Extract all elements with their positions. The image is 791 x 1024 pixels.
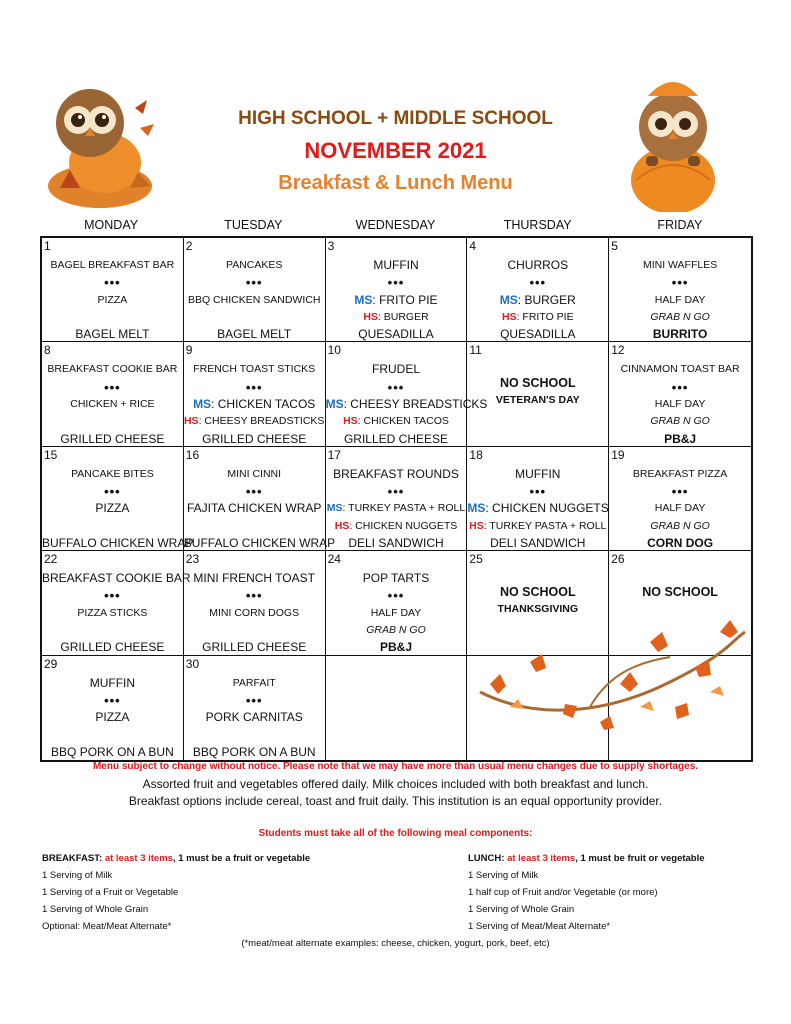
menu-item: FRUDEL <box>371 362 420 377</box>
day-number: 16 <box>185 447 200 462</box>
menu-item: PIZZA <box>95 710 130 725</box>
separator-dots: ••• <box>671 275 689 291</box>
separator-dots: ••• <box>529 484 547 500</box>
month-title: NOVEMBER 2021 <box>304 138 487 163</box>
menu-item: MINI CORN DOGS <box>209 606 300 619</box>
menu-item: HALF DAY <box>654 293 706 306</box>
menu-item: PIZZA STICKS <box>77 606 148 619</box>
separator-dots: ••• <box>671 379 689 395</box>
menu-item: PIZZA <box>97 293 128 306</box>
separator-dots: ••• <box>104 379 121 395</box>
lunch-rule: , 1 must be fruit or vegetable <box>575 853 705 864</box>
menu-item: PARFAIT <box>232 676 276 689</box>
separator-dots: ••• <box>387 588 405 604</box>
calendar-day-cell <box>42 551 191 655</box>
middle-school-tag: MS <box>326 502 343 515</box>
breakfast-rule: , 1 must be a fruit or vegetable <box>172 853 311 864</box>
menu-item-text: : CHICKEN TACOS <box>211 396 316 411</box>
menu-item: BUFFALO CHICKEN WRAP <box>183 535 336 550</box>
separator-dots: ••• <box>104 692 121 708</box>
menu-item: FAJITA CHICKEN WRAP <box>186 501 322 516</box>
calendar-day-cell <box>609 447 751 551</box>
menu-item: BREAKFAST COOKIE BAR <box>42 571 191 586</box>
menu-item <box>42 622 183 639</box>
menu-item: BURRITO <box>652 327 708 342</box>
menu-item-text: : CHEESY BREADSTICKS <box>343 396 488 411</box>
menu-item <box>42 309 183 326</box>
calendar-day-cell <box>609 238 751 342</box>
middle-school-tag: MS <box>325 396 344 411</box>
menu-item <box>184 309 325 326</box>
no-school-label: NO SCHOOL <box>642 585 718 600</box>
menu-item-text: : FRITO PIE <box>372 292 438 307</box>
day-monday: MONDAY <box>84 218 139 232</box>
day-number: 17 <box>327 447 341 462</box>
lunch-label: LUNCH: <box>468 853 508 864</box>
menu-item: BAGEL MELT <box>217 327 292 342</box>
separator-dots: ••• <box>387 484 405 500</box>
menu-item: FRENCH TOAST STICKS <box>193 363 316 376</box>
separator-dots: ••• <box>104 588 121 604</box>
day-number: 1 <box>44 239 51 253</box>
separator-dots: ••• <box>387 379 405 395</box>
menu-item <box>467 500 608 517</box>
menu-subtitle: Breakfast & Lunch Menu <box>278 172 513 194</box>
menu-item: CORN DOG <box>647 535 714 550</box>
day-number: 26 <box>611 552 625 567</box>
menu-item: GRILLED CHEESE <box>60 431 165 446</box>
day-number: 9 <box>185 343 193 358</box>
day-number: 2 <box>185 239 193 253</box>
menu-item: DELI SANDWICH <box>348 535 444 550</box>
menu-item: BUFFALO CHICKEN WRAP <box>42 535 194 550</box>
weekday-header <box>40 218 751 232</box>
day-thursday: THURSDAY <box>503 218 572 232</box>
holiday-label: VETERAN'S DAY <box>495 394 580 407</box>
calendar-day-cell <box>467 238 609 342</box>
day-tuesday: TUESDAY <box>224 218 283 232</box>
lunch-item: 1 Serving of Milk <box>468 870 539 881</box>
calendar-day-cell <box>326 238 468 342</box>
middle-school-tag: MS <box>354 292 373 307</box>
breakfast-item: 1 Serving of Milk <box>42 870 113 881</box>
menu-item: GRILLED CHEESE <box>60 640 165 655</box>
breakfast-requirements <box>42 850 310 935</box>
menu-item <box>42 518 183 535</box>
separator-dots: ••• <box>245 379 263 395</box>
menu-item-text: : CHEESY BREADSTICKS <box>198 415 325 428</box>
menu-item <box>326 413 467 430</box>
middle-school-tag: MS <box>467 501 486 516</box>
menu-item: QUESADILLA <box>358 327 434 342</box>
menu-item <box>184 396 325 413</box>
menu-item <box>42 726 183 743</box>
separator-dots: ••• <box>245 692 263 708</box>
menu-item-text: : BURGER <box>377 310 429 323</box>
lunch-minimum: at least 3 items <box>507 853 576 864</box>
separator-dots: ••• <box>245 484 263 500</box>
menu-item: GRAB N GO <box>366 624 426 637</box>
separator-dots: ••• <box>104 484 121 500</box>
menu-item: GRILLED CHEESE <box>202 431 307 446</box>
day-number: 29 <box>44 656 58 671</box>
calendar-day-cell <box>42 238 184 342</box>
menu-item: HALF DAY <box>654 397 706 410</box>
day-number: 18 <box>469 447 483 462</box>
menu-item-text: : CHICKEN NUGGETS <box>485 501 609 516</box>
menu-item: BREAKFAST COOKIE BAR <box>47 363 178 376</box>
no-school-label: NO SCHOOL <box>499 376 576 391</box>
high-school-tag: HS <box>183 415 199 428</box>
menu-item: GRILLED CHEESE <box>202 640 307 655</box>
menu-item: BREAKFAST ROUNDS <box>333 466 459 481</box>
calendar-day-cell <box>184 342 326 446</box>
footer-line-2: Breakfast options include cereal, toast and fruit daily. This institution is an equal opportunity provider. <box>128 794 663 808</box>
menu-item-text: : CHICKEN NUGGETS <box>349 519 458 532</box>
menu-item-text: : TURKEY PASTA + ROLL <box>342 502 466 515</box>
menu-item-text: : FRITO PIE <box>516 310 574 323</box>
calendar-day-cell <box>184 551 326 655</box>
calendar-day-cell <box>467 447 609 551</box>
day-number: 10 <box>327 343 341 358</box>
lunch-item: 1 half cup of Fruit and/or Vegetable (or more) <box>468 887 658 898</box>
day-number: 5 <box>611 239 618 253</box>
day-number: 8 <box>44 343 51 358</box>
day-number: 19 <box>611 447 625 462</box>
no-school-notice <box>609 585 751 603</box>
calendar-day-cell <box>467 342 609 446</box>
menu-item: MUFFIN <box>373 258 419 272</box>
separator-dots: ••• <box>529 275 547 291</box>
menu-item <box>467 309 608 326</box>
menu-item: MINI WAFFLES <box>642 259 718 271</box>
supply-notice: Menu subject to change without notice. Please note that we may have more than usual menu changes due to supply shortages. <box>92 761 699 772</box>
meal-components-heading: Students must take all of the following meal components: <box>258 828 533 839</box>
menu-item: GRAB N GO <box>650 519 710 532</box>
separator-dots: ••• <box>671 484 689 500</box>
menu-item: PORK CARNITAS <box>205 710 303 725</box>
middle-school-tag: MS <box>499 292 518 307</box>
no-school-notice <box>467 585 608 615</box>
menu-item-text: : BURGER <box>517 292 576 307</box>
menu-item: PB&J <box>664 431 697 446</box>
menu-item-text: : CHICKEN TACOS <box>357 415 449 428</box>
menu-item: BBQ CHICKEN SANDWICH <box>187 293 321 306</box>
day-number: 15 <box>44 447 58 462</box>
menu-item <box>326 500 467 517</box>
day-friday: FRIDAY <box>657 218 703 232</box>
menu-item: CINNAMON TOAST BAR <box>620 363 740 376</box>
high-school-tag: HS <box>343 415 358 428</box>
day-number: 3 <box>327 239 335 253</box>
school-title: HIGH SCHOOL + MIDDLE SCHOOL <box>238 108 553 129</box>
calendar-day-cell <box>326 447 468 551</box>
menu-item: PB&J <box>379 640 412 655</box>
calendar-day-cell <box>42 656 184 760</box>
day-number: 23 <box>185 552 200 567</box>
menu-item: BBQ PORK ON A BUN <box>51 744 174 759</box>
breakfast-label: BREAKFAST: <box>42 853 105 864</box>
menu-item <box>325 396 488 413</box>
menu-item: PANCAKES <box>225 259 283 271</box>
menu-item: BREAKFAST PIZZA <box>632 467 728 480</box>
lunch-header <box>468 850 705 867</box>
footer-line-1: Assorted fruit and vegetables offered daily. Milk choices included with both breakfast and lunch. <box>142 777 649 791</box>
menu-item: MINI FRENCH TOAST <box>193 571 315 586</box>
lunch-requirements <box>468 850 705 935</box>
breakfast-minimum: at least 3 items <box>104 853 173 864</box>
day-number: 22 <box>44 552 58 567</box>
menu-item <box>184 726 325 743</box>
middle-school-tag: MS <box>193 396 212 411</box>
menu-item: POP TARTS <box>362 571 430 586</box>
lunch-item: 1 Serving of Whole Grain <box>468 904 575 915</box>
separator-dots: ••• <box>104 275 121 291</box>
menu-item <box>326 292 467 309</box>
high-school-tag: HS <box>363 310 378 323</box>
menu-item: MUFFIN <box>515 466 561 481</box>
no-school-label: NO SCHOOL <box>499 585 576 600</box>
menu-item <box>326 518 467 535</box>
high-school-tag: HS <box>469 519 484 532</box>
menu-item: HALF DAY <box>370 606 422 619</box>
menu-item <box>42 413 183 430</box>
breakfast-item: 1 Serving of Whole Grain <box>42 904 149 915</box>
menu-item: MINI CINNI <box>227 467 282 480</box>
menu-item: BBQ PORK ON A BUN <box>192 744 316 759</box>
day-number: 30 <box>185 656 200 671</box>
menu-item: BAGEL MELT <box>75 327 150 342</box>
separator-dots: ••• <box>387 275 405 291</box>
breakfast-item: Optional: Meat/Meat Alternate* <box>42 921 172 932</box>
meat-alternate-examples: (*meat/meat alternate examples: cheese, chicken, yogurt, pork, beef, etc) <box>241 938 550 949</box>
high-school-tag: HS <box>334 519 350 532</box>
menu-item: BAGEL BREAKFAST BAR <box>50 259 175 271</box>
menu-item: PANCAKE BITES <box>71 467 154 480</box>
day-number: 12 <box>611 343 625 358</box>
breakfast-item: 1 Serving of a Fruit or Vegetable <box>42 887 179 898</box>
menu-item <box>467 518 608 535</box>
no-school-notice <box>467 376 608 406</box>
menu-item <box>184 622 325 639</box>
menu-item: DELI SANDWICH <box>490 535 586 550</box>
calendar-day-cell <box>184 656 326 760</box>
calendar-day-cell <box>184 238 326 342</box>
menu-item <box>184 518 325 535</box>
day-number: 25 <box>469 552 483 567</box>
lunch-item: 1 Serving of Meat/Meat Alternate* <box>468 921 611 932</box>
calendar-day-cell <box>326 656 468 760</box>
menu-item-text: : TURKEY PASTA + ROLL <box>483 519 607 532</box>
menu-item <box>467 292 608 309</box>
day-number: 24 <box>327 552 341 567</box>
calendar-day-cell <box>609 342 751 446</box>
menu-item: PIZZA <box>95 501 130 516</box>
menu-item: MUFFIN <box>89 675 136 690</box>
menu-item: CHURROS <box>507 258 569 272</box>
menu-item <box>184 413 325 430</box>
menu-item: GRAB N GO <box>650 415 710 428</box>
high-school-tag: HS <box>502 310 517 323</box>
autumn-branch-icon <box>470 612 750 742</box>
menu-item <box>326 309 467 326</box>
breakfast-header <box>42 850 310 867</box>
menu-item: GRAB N GO <box>650 310 710 323</box>
holiday-label: THANKSGIVING <box>497 603 579 616</box>
menu-item: QUESADILLA <box>500 327 576 342</box>
separator-dots: ••• <box>245 275 263 291</box>
day-number: 4 <box>469 239 477 253</box>
day-wednesday: WEDNESDAY <box>355 218 436 232</box>
menu-item: HALF DAY <box>654 502 706 515</box>
separator-dots: ••• <box>245 588 263 604</box>
menu-item: GRILLED CHEESE <box>343 431 449 446</box>
calendar-day-cell <box>326 551 468 655</box>
calendar-day-cell <box>42 342 184 446</box>
day-number: 11 <box>469 343 482 358</box>
menu-item: CHICKEN + RICE <box>70 397 155 410</box>
